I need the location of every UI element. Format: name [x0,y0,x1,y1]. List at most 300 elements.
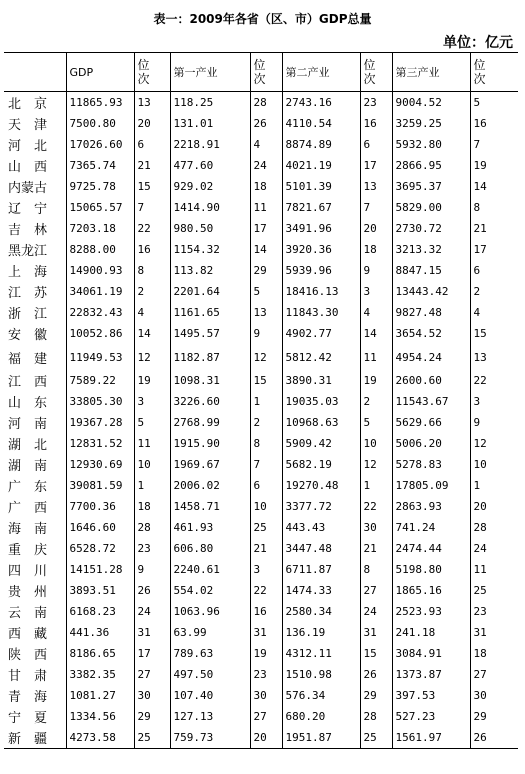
tertiary-cell: 3654.52 [392,323,470,344]
primary-rank-cell: 11 [250,197,282,218]
table-row [4,601,518,622]
gdp-rank-cell: 1 [134,475,170,496]
primary-rank-cell: 29 [250,260,282,281]
secondary-cell: 6711.87 [282,559,360,580]
gdp-cell: 15065.57 [66,197,134,218]
table-row [4,155,518,176]
primary-rank-cell: 16 [250,601,282,622]
table-row [4,176,518,197]
gdp-rank-cell: 28 [134,517,170,538]
table-row [4,260,518,281]
region-cell: 西 藏 [8,627,48,642]
gdp-rank-cell: 15 [134,176,170,197]
primary-rank-cell: 6 [250,475,282,496]
region-cell: 新 疆 [4,727,66,749]
primary-rank-cell: 20 [250,727,282,749]
secondary-cell: 1951.87 [282,727,360,749]
region-cell: 江 苏 [8,286,48,301]
table-row [4,113,518,134]
gdp-cell: 11865.93 [66,92,134,114]
tertiary-rank-cell: 14 [470,176,518,197]
secondary-rank-cell: 10 [360,433,392,454]
region-cell: 广 东 [8,480,48,495]
secondary-rank-cell: 12 [360,454,392,475]
header-rank: 位 次 [470,53,518,92]
region-cell: 河 北 [8,139,48,154]
gdp-cell: 8288.00 [66,239,134,260]
table-row [4,433,518,454]
secondary-cell: 4312.11 [282,643,360,664]
table-row [4,685,518,706]
gdp-rank-cell: 2 [134,281,170,302]
secondary-cell: 19270.48 [282,475,360,496]
tertiary-rank-cell: 30 [470,685,518,706]
header-rank: 位 次 [250,53,282,92]
primary-rank-cell: 2 [250,412,282,433]
gdp-cell: 14900.93 [66,260,134,281]
tertiary-rank-cell: 10 [470,454,518,475]
region-cell: 内蒙古 [8,181,48,196]
table-row [4,239,518,260]
tertiary-cell: 527.23 [392,706,470,727]
secondary-rank-cell: 18 [360,239,392,260]
table-row [4,538,518,559]
gdp-rank-cell: 4 [134,302,170,323]
gdp-rank-cell: 9 [134,559,170,580]
primary-rank-cell: 13 [250,302,282,323]
region-cell: 安 徽 [8,328,48,343]
gdp-rank-cell: 21 [134,155,170,176]
tertiary-cell: 5629.66 [392,412,470,433]
secondary-rank-cell: 23 [360,92,392,114]
region-cell: 青 海 [8,690,48,705]
secondary-rank-cell: 27 [360,580,392,601]
table-row [4,454,518,475]
secondary-rank-cell: 8 [360,559,392,580]
gdp-rank-cell: 20 [134,113,170,134]
gdp-cell: 12831.52 [66,433,134,454]
tertiary-rank-cell: 16 [470,113,518,134]
secondary-cell: 8874.89 [282,134,360,155]
primary-cell: 1098.31 [170,370,250,391]
tertiary-rank-cell: 4 [470,302,518,323]
primary-rank-cell: 31 [250,622,282,643]
region-cell: 广 西 [8,501,48,516]
table-row [4,134,518,155]
primary-rank-cell: 18 [250,176,282,197]
primary-rank-cell: 22 [250,580,282,601]
primary-rank-cell: 30 [250,685,282,706]
table-row [4,391,518,412]
tertiary-rank-cell: 13 [470,344,518,370]
region-cell: 湖 北 [8,438,48,453]
table-row [4,197,518,218]
secondary-cell: 2743.16 [282,92,360,114]
primary-cell: 1182.87 [170,344,250,370]
table-row [4,92,518,114]
table-row [4,475,518,496]
region-cell: 北 京 [8,97,48,112]
secondary-cell: 3890.31 [282,370,360,391]
table-row [4,664,518,685]
gdp-rank-cell: 11 [134,433,170,454]
gdp-cell: 7203.18 [66,218,134,239]
secondary-cell: 136.19 [282,622,360,643]
secondary-cell: 4110.54 [282,113,360,134]
gdp-rank-cell: 31 [134,622,170,643]
gdp-rank-cell: 22 [134,218,170,239]
gdp-cell: 1646.60 [66,517,134,538]
tertiary-rank-cell: 3 [470,391,518,412]
tertiary-cell: 11543.67 [392,391,470,412]
primary-rank-cell: 14 [250,239,282,260]
table-row [4,302,518,323]
primary-cell: 2201.64 [170,281,250,302]
gdp-rank-cell: 17 [134,643,170,664]
gdp-rank-cell: 26 [134,580,170,601]
gdp-cell: 12930.69 [66,454,134,475]
header-primary-industry: 第一产业 [170,53,250,92]
region-cell: 福 建 [8,351,48,367]
tertiary-cell: 2474.44 [392,538,470,559]
gdp-rank-cell: 14 [134,323,170,344]
table-row [4,622,518,643]
tertiary-rank-cell: 21 [470,218,518,239]
primary-rank-cell: 19 [250,643,282,664]
tertiary-rank-cell: 5 [470,92,518,114]
secondary-cell: 4902.77 [282,323,360,344]
table-row [4,580,518,601]
primary-rank-cell: 17 [250,218,282,239]
secondary-rank-cell: 14 [360,323,392,344]
primary-rank-cell: 3 [250,559,282,580]
primary-rank-cell: 12 [250,344,282,370]
secondary-rank-cell: 3 [360,281,392,302]
secondary-cell: 1510.98 [282,664,360,685]
table-row [4,496,518,517]
gdp-rank-cell: 25 [134,727,170,749]
tertiary-rank-cell: 22 [470,370,518,391]
secondary-rank-cell: 16 [360,113,392,134]
tertiary-rank-cell: 12 [470,433,518,454]
tertiary-rank-cell: 25 [470,580,518,601]
tertiary-cell: 4954.24 [392,344,470,370]
region-cell: 黑龙江 [8,244,48,259]
tertiary-cell: 17805.09 [392,475,470,496]
gdp-cell: 441.36 [66,622,134,643]
secondary-rank-cell: 2 [360,391,392,412]
gdp-rank-cell: 3 [134,391,170,412]
primary-cell: 127.13 [170,706,250,727]
secondary-rank-cell: 5 [360,412,392,433]
secondary-rank-cell: 6 [360,134,392,155]
primary-cell: 2006.02 [170,475,250,496]
primary-cell: 1414.90 [170,197,250,218]
secondary-rank-cell: 20 [360,218,392,239]
primary-rank-cell: 25 [250,517,282,538]
gdp-cell: 7700.36 [66,496,134,517]
secondary-rank-cell: 15 [360,643,392,664]
gdp-cell: 6168.23 [66,601,134,622]
secondary-cell: 443.43 [282,517,360,538]
tertiary-rank-cell: 26 [470,727,518,749]
gdp-cell: 10052.86 [66,323,134,344]
gdp-cell: 7500.80 [66,113,134,134]
region-cell: 四 川 [8,564,48,579]
table-row [4,517,518,538]
tertiary-cell: 3084.91 [392,643,470,664]
secondary-cell: 2580.34 [282,601,360,622]
tertiary-cell: 2866.95 [392,155,470,176]
tertiary-cell: 741.24 [392,517,470,538]
tertiary-rank-cell: 23 [470,601,518,622]
secondary-rank-cell: 4 [360,302,392,323]
region-cell: 甘 肃 [8,669,48,684]
primary-rank-cell: 9 [250,323,282,344]
secondary-cell: 5682.19 [282,454,360,475]
header-rank: 位 次 [360,53,392,92]
secondary-rank-cell: 26 [360,664,392,685]
primary-rank-cell: 21 [250,538,282,559]
secondary-rank-cell: 17 [360,155,392,176]
gdp-rank-cell: 5 [134,412,170,433]
gdp-rank-cell: 23 [134,538,170,559]
region-cell: 重 庆 [8,543,48,558]
tertiary-rank-cell: 31 [470,622,518,643]
gdp-rank-cell: 19 [134,370,170,391]
primary-rank-cell: 4 [250,134,282,155]
secondary-cell: 18416.13 [282,281,360,302]
table-row [4,559,518,580]
primary-cell: 1161.65 [170,302,250,323]
primary-rank-cell: 23 [250,664,282,685]
secondary-cell: 5812.42 [282,344,360,370]
primary-rank-cell: 27 [250,706,282,727]
primary-cell: 461.93 [170,517,250,538]
secondary-cell: 19035.03 [282,391,360,412]
region-cell: 贵 州 [8,585,48,600]
secondary-cell: 3920.36 [282,239,360,260]
primary-cell: 477.60 [170,155,250,176]
primary-cell: 113.82 [170,260,250,281]
primary-cell: 497.50 [170,664,250,685]
secondary-cell: 680.20 [282,706,360,727]
secondary-rank-cell: 13 [360,176,392,197]
primary-cell: 107.40 [170,685,250,706]
gdp-rank-cell: 16 [134,239,170,260]
secondary-rank-cell: 25 [360,727,392,749]
tertiary-cell: 3259.25 [392,113,470,134]
tertiary-rank-cell: 6 [470,260,518,281]
tertiary-rank-cell: 17 [470,239,518,260]
secondary-rank-cell: 19 [360,370,392,391]
primary-cell: 554.02 [170,580,250,601]
gdp-cell: 6528.72 [66,538,134,559]
tertiary-rank-cell: 28 [470,517,518,538]
secondary-cell: 11843.30 [282,302,360,323]
table-title: 表一：2009年各省（区、市）GDP总量 [153,12,372,26]
secondary-rank-cell: 22 [360,496,392,517]
region-cell: 浙 江 [8,307,48,322]
primary-rank-cell: 24 [250,155,282,176]
primary-cell: 759.73 [170,727,250,749]
tertiary-rank-cell: 18 [470,643,518,664]
tertiary-cell: 8847.15 [392,260,470,281]
gdp-cell: 7589.22 [66,370,134,391]
tertiary-cell: 2863.93 [392,496,470,517]
primary-cell: 929.02 [170,176,250,197]
primary-rank-cell: 10 [250,496,282,517]
gdp-cell: 14151.28 [66,559,134,580]
gdp-cell: 22832.43 [66,302,134,323]
table-row [4,412,518,433]
region-cell: 上 海 [8,265,48,280]
table-row [4,727,518,749]
region-cell: 山 东 [8,396,48,411]
header-region [4,53,66,92]
region-cell: 河 南 [8,417,48,432]
tertiary-cell: 1373.87 [392,664,470,685]
region-cell: 宁 夏 [8,711,48,726]
primary-cell: 2768.99 [170,412,250,433]
gdp-cell: 8186.65 [66,643,134,664]
secondary-rank-cell: 30 [360,517,392,538]
tertiary-cell: 5278.83 [392,454,470,475]
table-row [4,281,518,302]
gdp-rank-cell: 18 [134,496,170,517]
region-cell: 山 西 [8,160,48,175]
gdp-cell: 1081.27 [66,685,134,706]
table-row [4,706,518,727]
primary-cell: 131.01 [170,113,250,134]
tertiary-rank-cell: 8 [470,197,518,218]
tertiary-rank-cell: 27 [470,664,518,685]
gdp-rank-cell: 29 [134,706,170,727]
primary-cell: 3226.60 [170,391,250,412]
primary-cell: 1063.96 [170,601,250,622]
primary-cell: 118.25 [170,92,250,114]
secondary-cell: 5909.42 [282,433,360,454]
table-row [4,344,518,370]
tertiary-cell: 3695.37 [392,176,470,197]
header-rank: 位 次 [134,53,170,92]
region-cell: 江 西 [8,375,48,390]
secondary-rank-cell: 7 [360,197,392,218]
header-secondary-industry: 第二产业 [282,53,360,92]
tertiary-cell: 3213.32 [392,239,470,260]
secondary-cell: 5101.39 [282,176,360,197]
region-cell: 吉 林 [8,223,48,238]
primary-cell: 1495.57 [170,323,250,344]
table-row [4,218,518,239]
secondary-rank-cell: 31 [360,622,392,643]
gdp-cell: 17026.60 [66,134,134,155]
gdp-rank-cell: 6 [134,134,170,155]
secondary-cell: 7821.67 [282,197,360,218]
region-cell: 云 南 [8,606,48,621]
tertiary-cell: 241.18 [392,622,470,643]
secondary-rank-cell: 11 [360,344,392,370]
gdp-cell: 33805.30 [66,391,134,412]
gdp-rank-cell: 27 [134,664,170,685]
gdp-rank-cell: 24 [134,601,170,622]
tertiary-cell: 2730.72 [392,218,470,239]
unit-label: 单位：亿元 [443,35,513,51]
tertiary-rank-cell: 2 [470,281,518,302]
gdp-cell: 3382.35 [66,664,134,685]
secondary-cell: 3491.96 [282,218,360,239]
gdp-cell: 3893.51 [66,580,134,601]
gdp-cell: 39081.59 [66,475,134,496]
primary-cell: 980.50 [170,218,250,239]
tertiary-rank-cell: 20 [470,496,518,517]
secondary-cell: 10968.63 [282,412,360,433]
primary-rank-cell: 7 [250,454,282,475]
gdp-rank-cell: 13 [134,92,170,114]
gdp-cell: 4273.58 [66,727,134,749]
primary-rank-cell: 1 [250,391,282,412]
tertiary-cell: 397.53 [392,685,470,706]
gdp-cell: 11949.53 [66,344,134,370]
secondary-cell: 1474.33 [282,580,360,601]
region-cell: 天 津 [8,118,48,133]
gdp-cell: 19367.28 [66,412,134,433]
gdp-cell: 9725.78 [66,176,134,197]
primary-rank-cell: 8 [250,433,282,454]
header-gdp: GDP [66,53,134,92]
tertiary-cell: 5829.00 [392,197,470,218]
tertiary-rank-cell: 7 [470,134,518,155]
secondary-cell: 3377.72 [282,496,360,517]
gdp-table [4,52,518,749]
secondary-rank-cell: 24 [360,601,392,622]
gdp-cell: 1334.56 [66,706,134,727]
primary-cell: 1969.67 [170,454,250,475]
tertiary-rank-cell: 9 [470,412,518,433]
tertiary-cell: 5932.80 [392,134,470,155]
tertiary-cell: 5006.20 [392,433,470,454]
table-header-row [4,53,518,92]
primary-cell: 1154.32 [170,239,250,260]
secondary-rank-cell: 9 [360,260,392,281]
primary-cell: 789.63 [170,643,250,664]
tertiary-cell: 9004.52 [392,92,470,114]
region-cell: 海 南 [8,522,48,537]
secondary-cell: 3447.48 [282,538,360,559]
tertiary-rank-cell: 19 [470,155,518,176]
tertiary-rank-cell: 24 [470,538,518,559]
table-row [4,323,518,344]
gdp-rank-cell: 8 [134,260,170,281]
primary-cell: 2218.91 [170,134,250,155]
table-row [4,643,518,664]
primary-cell: 1458.71 [170,496,250,517]
table-row [4,370,518,391]
gdp-rank-cell: 10 [134,454,170,475]
primary-rank-cell: 15 [250,370,282,391]
tertiary-cell: 1865.16 [392,580,470,601]
region-cell: 湖 南 [8,459,48,474]
tertiary-cell: 9827.48 [392,302,470,323]
primary-cell: 63.99 [170,622,250,643]
secondary-rank-cell: 28 [360,706,392,727]
tertiary-cell: 13443.42 [392,281,470,302]
primary-cell: 606.80 [170,538,250,559]
secondary-rank-cell: 1 [360,475,392,496]
gdp-rank-cell: 30 [134,685,170,706]
tertiary-rank-cell: 29 [470,706,518,727]
tertiary-cell: 5198.80 [392,559,470,580]
